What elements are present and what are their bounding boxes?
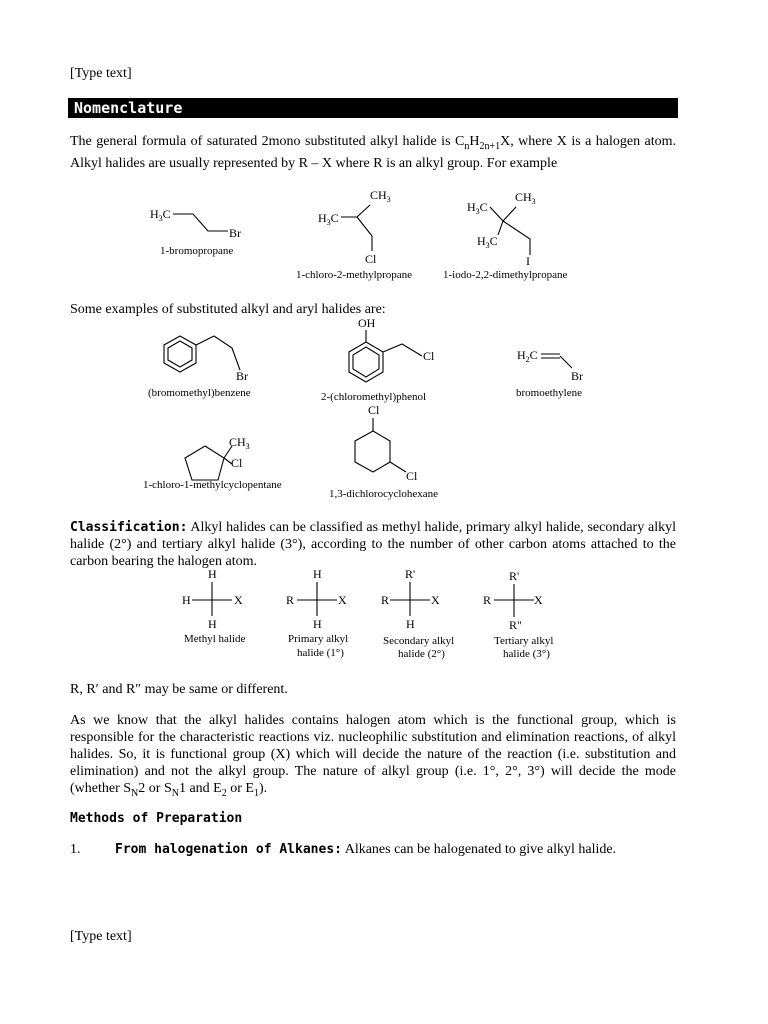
name-bromoethylene: bromoethylene [516,387,582,399]
name-dichlorocyclohexane: 1,3-dichlorocyclohexane [329,488,439,500]
svg-text:Br: Br [571,369,583,383]
methyl-halide-structure [182,567,246,645]
name-1-iodo-2-2-dimethylpropane: 1-iodo-2,2-dimethylpropane [443,269,568,281]
structure-chloromethylcyclopentane [143,435,282,491]
example-structures-figure [0,185,768,285]
svg-text:H3C: $H_3C$ [150,207,171,223]
functional-group-paragraph: As we know that the alkyl halides contains halogen atom which is the functional group, which is responsible for the characteristic reactions viz. nucleophilic substitution and elimination reactions, of alkyl halides. So, it is functional group (X) which will decide the nature of the reaction (i.e. substitution and elimination) and not the alkyl group. The nature of alkyl group (i.e. 1°, 2°, 3°) will decide the mode (whether $S_N2$ or $S_N1$ and $E_2$ or $E_1$). [70,713,676,799]
svg-text:CH3: $CH_3$ [370,188,391,204]
name-chloromethylphenol: 2-(chloromethyl)phenol [321,391,427,403]
svg-text:H3C: $H_3C$ [477,234,498,250]
svg-text:H: H [208,567,217,581]
svg-text:CH3: $CH_3$ [229,435,250,451]
svg-text:Secondary alkyl: Secondary alkyl [383,635,455,647]
halide-types-figure [0,566,768,664]
svg-text:halide (1°): halide (1°) [297,647,344,659]
section-title-nomenclature: Nomenclature [68,98,678,118]
structure-1-bromopropane [150,207,241,257]
substituted-intro: Some examples of substituted alkyl and aryl halides are: [70,302,386,317]
svg-text:CH3: $CH_3$ [515,190,536,206]
page-footer: [Type text] [70,929,132,944]
methods-heading: Methods of Preparation [70,811,243,826]
svg-text:X: X [234,593,243,607]
svg-text:halide (3°): halide (3°) [503,648,550,660]
svg-text:X: X [431,593,440,607]
structure-bromoethylene [516,348,583,399]
svg-text:halide (2°): halide (2°) [398,648,445,660]
substituted-structures-figure [0,314,768,504]
svg-text:H3C: $H_3C$ [318,211,339,227]
svg-text:Primary alkyl: Primary alkyl [288,633,349,645]
primary-alkyl-halide-structure [286,567,348,659]
intro-paragraph: The general formula of saturated 2mono substituted alkyl halide is $C_nH_{2n+1}X$, where X is a halogen atom. Alkyl halides are usually represented by R – X where R is an alkyl group. For example [70,134,676,171]
svg-text:R': R' [405,567,416,581]
svg-text:R': R' [509,569,520,583]
svg-text:Cl: Cl [368,403,380,417]
page-header: [Type text] [70,66,132,81]
svg-text:I: I [526,254,530,268]
svg-text:X: X [534,593,543,607]
name-chloromethylcyclopentane: 1-chloro-1-methylcyclopentane [143,479,282,491]
name-1-bromopropane: 1-bromopropane [160,245,234,257]
svg-text:R: R [286,593,295,607]
svg-text:Cl: Cl [231,456,243,470]
svg-text:Methyl halide: Methyl halide [184,633,246,645]
svg-text:X: X [338,593,347,607]
name-1-chloro-2-methylpropane: 1-chloro-2-methylpropane [296,269,413,281]
classification-label: Classification: [70,520,188,535]
structure-1-chloro-2-methylpropane [296,188,412,281]
method-1-label: From halogenation of Alkanes: [115,842,342,857]
svg-text:R: R [381,593,390,607]
structure-1-iodo-2-2-dimethylpropane [443,190,567,281]
secondary-alkyl-halide-structure [381,567,454,660]
svg-text:OH: OH [358,316,376,330]
structure-chloromethylphenol [321,316,435,403]
classification-paragraph: Classification: Alkyl halides can be classified as methyl halide, primary alkyl halide, secondary alkyl halide (2°) and tertiary alkyl halide (3°), according to the number of other carbon atoms attached to the carbon bearing the halogen atom. [70,520,676,569]
tertiary-alkyl-halide-structure [483,569,553,660]
svg-text:H3C: $H_3C$ [467,200,488,216]
svg-text:Cl: Cl [406,469,418,483]
svg-text:R": R" [509,618,522,632]
svg-text:Br: Br [229,226,241,240]
structure-dichlorocyclohexane [329,403,438,500]
svg-text:H2C: $H_2C$ [517,348,538,364]
svg-text:H: H [208,617,217,631]
svg-text:Tertiary alkyl: Tertiary alkyl [494,635,554,647]
method-1-number: 1. [70,842,81,857]
note-same-different: R, R′ and R″ may be same or different. [70,682,288,697]
name-bromomethylbenzene: (bromomethyl)benzene [148,387,251,399]
svg-text:H: H [313,617,322,631]
svg-text:H: H [313,567,322,581]
svg-text:H: H [406,617,415,631]
svg-text:Cl: Cl [423,349,435,363]
svg-text:Br: Br [236,369,248,383]
svg-text:R: R [483,593,492,607]
svg-text:Cl: Cl [365,252,377,266]
method-1: 1. From halogenation of Alkanes: Alkanes can be halogenated to give alkyl halide. [70,842,617,857]
svg-text:H: H [182,593,191,607]
structure-bromomethylbenzene [148,336,251,399]
